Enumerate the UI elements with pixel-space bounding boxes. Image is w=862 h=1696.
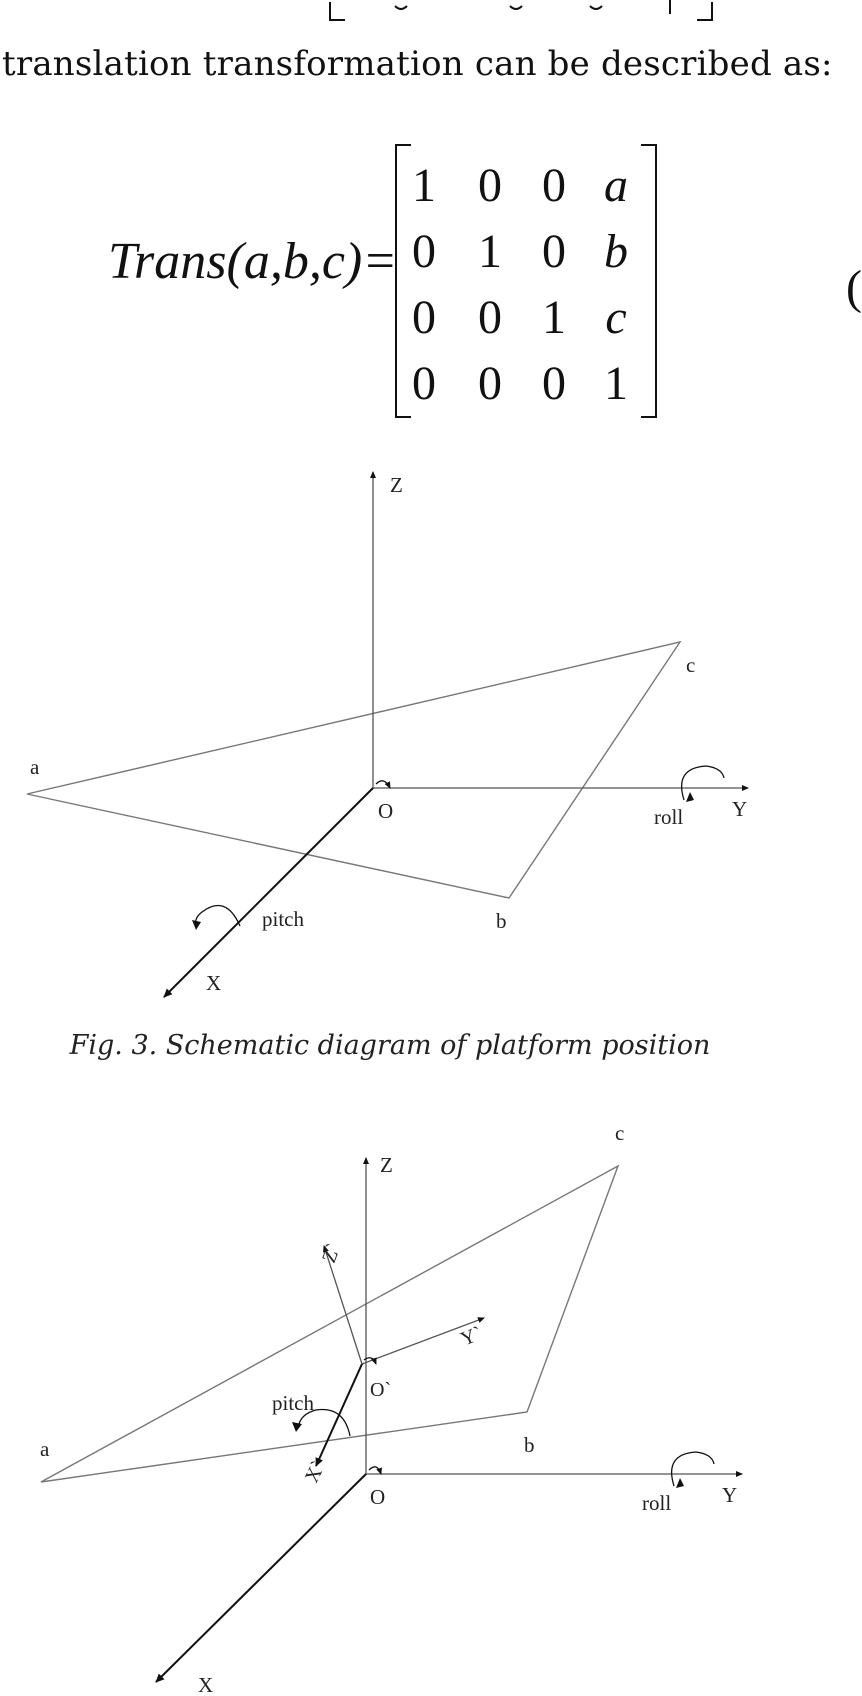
origin-rotation-mark: [369, 1467, 381, 1474]
z-prime-label: Z`: [318, 1240, 346, 1266]
roll-label: roll: [642, 1491, 672, 1515]
vertex-c-label: c: [686, 653, 696, 677]
matrix-cell: 1: [478, 225, 502, 278]
matrix-cell: 0: [478, 291, 502, 344]
previous-matrix-fragment: [0, 0, 860, 40]
z-axis-label: Z: [390, 473, 403, 497]
figure-3-platform-position: [0, 460, 860, 1000]
vertex-a-label: a: [40, 1437, 50, 1461]
pitch-arc: [196, 906, 240, 926]
matrix-cell: b: [604, 225, 628, 278]
z-axis-label: Z: [380, 1153, 393, 1177]
y-axis-label: Y: [732, 797, 748, 821]
vertex-c-label: c: [615, 1121, 625, 1145]
platform-triangle: [27, 642, 680, 898]
translation-equation: [0, 130, 860, 430]
roll-arc: [672, 1452, 714, 1486]
origin-rotation-mark: [376, 781, 390, 788]
roll-arrowhead: [686, 792, 694, 802]
matrix-cell: 0: [478, 159, 502, 212]
figure-4-diagram: [0, 1110, 860, 1696]
x-axis: [156, 1474, 366, 1682]
equation-number-fragment: (: [846, 261, 862, 314]
x-axis-label: X: [206, 971, 222, 995]
previous-matrix-left-bracket: [330, 2, 345, 20]
roll-arc: [682, 766, 724, 800]
pitch-label: pitch: [272, 1391, 314, 1415]
matrix-cell: 0: [542, 357, 566, 410]
matrix-cell: 0: [542, 225, 566, 278]
matrix-cell: 0: [412, 357, 436, 410]
matrix-cell: 0: [412, 225, 436, 278]
vertex-b-label: b: [496, 909, 507, 933]
roll-label: roll: [654, 805, 684, 829]
x-prime-label: X`: [300, 1457, 330, 1487]
y-axis-label: Y: [722, 1483, 738, 1507]
previous-matrix-right-bracket: [697, 2, 712, 20]
vertex-a-label: a: [30, 755, 40, 779]
vertex-b-label: b: [524, 1433, 535, 1457]
matrix-cell: 0: [478, 357, 502, 410]
pitch-label: pitch: [262, 907, 304, 931]
matrix-right-bracket: [641, 144, 657, 418]
matrix-cell: a: [604, 159, 628, 212]
matrix-cell: 0: [542, 159, 566, 212]
roll-arrowhead: [676, 1478, 684, 1488]
body-text-line: translation transformation can be described as:: [2, 44, 833, 84]
figure-4-platform-rotated: [0, 1110, 860, 1696]
pitch-arrowhead: [192, 920, 201, 930]
matrix-cell: 1: [412, 159, 436, 212]
figure-3-diagram: [0, 460, 860, 1000]
y-prime-label: Y`: [457, 1322, 486, 1351]
matrix-cell: 0: [412, 291, 436, 344]
z-prime-axis: [324, 1246, 362, 1364]
matrix-cell: 1: [604, 357, 628, 410]
origin-label: O: [370, 1485, 386, 1509]
pitch-arrowhead: [292, 1422, 302, 1432]
matrix-cell: 1: [542, 291, 566, 344]
matrix-cell: c: [605, 291, 627, 344]
figure-3-caption: Fig. 3. Schematic diagram of platform position: [69, 1030, 711, 1061]
x-axis: [164, 788, 373, 997]
x-axis-label: X: [198, 1673, 214, 1696]
translation-matrix: [395, 144, 657, 414]
equation-lhs: Trans(a,b,c)=: [108, 233, 398, 290]
origin-prime-label: O`: [370, 1379, 392, 1401]
origin-label: O: [378, 799, 394, 823]
